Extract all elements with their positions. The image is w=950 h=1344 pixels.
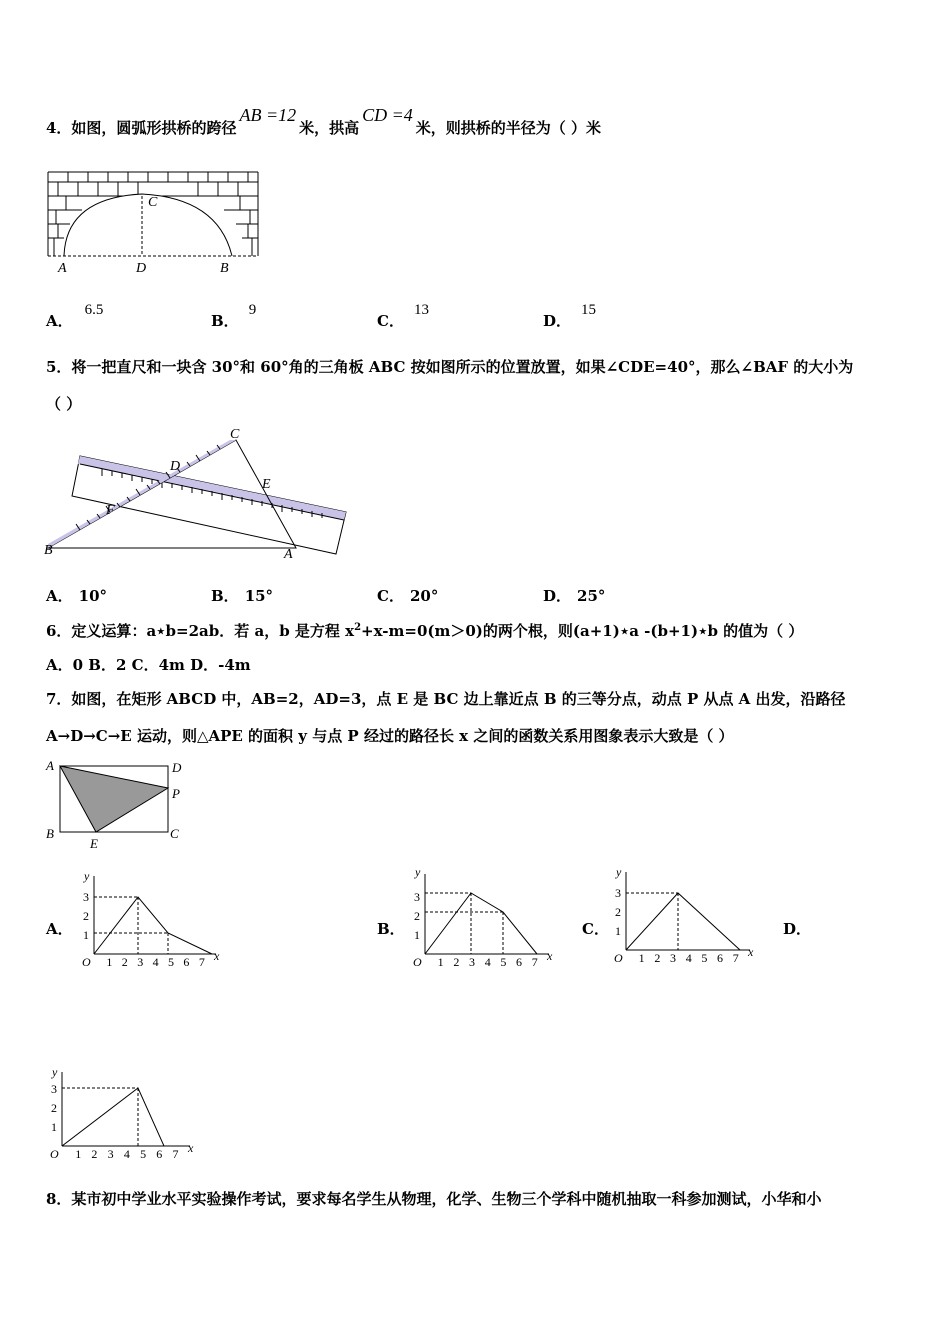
graph-y-tick-label: 3 [615,886,621,900]
graph-x-tick-label: 2 [91,1147,98,1161]
graph-x-tick-label: 7 [732,951,739,965]
q5-option-a[interactable]: A． 10° [46,587,108,605]
graph-x-axis-label: x [188,1141,194,1155]
q7-option-b-label[interactable]: B． [377,920,405,938]
graph-x-tick-label: 6 [717,951,724,965]
graph-x-tick-label: 2 [654,951,661,965]
graph-x-tick-label: 3 [137,955,144,968]
graph-x-tick-label: 7 [172,1147,179,1161]
graph-origin-label: O [82,955,91,968]
graph-x-tick-label: 3 [107,1147,114,1161]
q4-cd-formula: CD =4 [362,105,413,125]
q4-option-a[interactable]: A．6.5 [46,302,104,330]
q5-label-d: D [170,459,181,474]
graph-x-axis-label: x [214,949,220,963]
graph-x-tick-label: 6 [516,955,523,969]
q7-option-c-label[interactable]: C． [582,920,609,938]
q5-option-c[interactable]: C． 20° [377,587,439,605]
graph-x-tick-label: 6 [156,1147,163,1161]
q7-label-b: B [46,826,54,841]
graph-y-tick-label: 3 [414,890,420,904]
q5-ruler-triangle-figure [40,426,350,566]
q7-label-a: A [46,758,54,773]
graph-x-tick-label: 2 [453,955,460,969]
graph-x-tick-label: 1 [437,955,444,969]
graph-x-tick-label: 5 [168,955,175,968]
graph-origin-label: O [50,1147,59,1161]
graph-y-tick-label: 1 [83,928,89,942]
graph-x-tick-label: 3 [670,951,677,965]
q7-graph-d[interactable] [46,1066,196,1166]
graph-y-tick-label: 1 [615,924,621,938]
graph-origin-label: O [413,955,422,969]
graph-y-tick-label: 2 [414,909,420,923]
graph-x-tick-label: 4 [123,1147,130,1161]
graph-x-tick-label: 5 [500,955,507,969]
graph-x-tick-label: 4 [484,955,491,969]
q7-graph-c[interactable] [606,866,756,966]
q5-stem-line2: （ ） [46,395,82,413]
graph-y-tick-label: 1 [414,928,420,942]
graph-y-tick-label: 1 [51,1120,57,1134]
q6-stem: 6．定义运算：a⋆b=2ab．若 a，b 是方程 $x^2+x-m=0(m>0)$的两个根，则(a+1)⋆a -(b+1)⋆b 的值为（ ） [46,622,804,640]
q7-graph-b[interactable] [407,866,555,970]
q7-label-d: D [172,760,182,775]
graph-x-tick-label: 1 [106,955,113,968]
graph-x-axis-label: x [547,949,553,963]
graph-x-tick-label: 4 [685,951,692,965]
graph-y-tick-label: 3 [51,1082,57,1096]
q7-option-a-label[interactable]: A． [46,920,73,938]
graph-x-tick-label: 6 [183,955,190,968]
graph-y-axis-label: y [84,870,90,883]
graph-y-axis-label: y [415,866,421,879]
q5-label-f: F [106,503,115,518]
q4-label-c: C [148,195,158,210]
q7-stem-line2: A→D→C→E 运动，则△APE 的面积 y 与点 P 经过的路径长 x 之间的函数关系用图象表示大致是（ ） [46,727,734,745]
graph-origin-label: O [614,951,623,965]
q7-label-c: C [170,826,179,841]
q5-label-e: E [262,477,271,492]
q7-graph-a[interactable] [76,870,222,968]
graph-x-tick-label: 1 [638,951,645,965]
graph-y-tick-label: 2 [51,1101,57,1115]
graph-x-tick-label: 3 [469,955,476,969]
graph-x-tick-label: 5 [701,951,708,965]
q7-label-e: E [90,836,98,851]
q7-label-p: P [172,786,180,801]
q5-label-b: B [44,543,53,558]
q4-option-c[interactable]: C．13 [377,302,429,330]
q8-stem-line1: 8．某市初中学业水平实验操作考试，要求每名学生从物理，化学、生物三个学科中随机抽取一科参加测试，小华和小 [46,1190,822,1208]
q5-option-b[interactable]: B． 15° [211,587,274,605]
graph-x-tick-label: 2 [121,955,128,968]
q4-ab-formula: AB =12 [239,105,297,125]
graph-x-tick-label: 7 [198,955,205,968]
graph-x-axis-label: x [748,945,754,959]
q4-stem: 4．如图，圆弧形拱桥的跨径AB =12米，拱高CD =4米，则拱桥的半径为（ ）米 [46,105,601,137]
q4-label-b: B [220,261,229,276]
graph-y-tick-label: 3 [83,890,89,904]
graph-x-tick-label: 5 [140,1147,147,1161]
q5-option-d[interactable]: D． 25° [543,587,606,605]
graph-y-tick-label: 2 [615,905,621,919]
q7-stem-line1: 7．如图，在矩形 ABCD 中，AB=2，AD=3，点 E 是 BC 边上靠近点 B 的三等分点，动点 P 从点 A 出发，沿路径 [46,690,846,708]
q6-options[interactable]: A．0 B．2 C．4m D．-4m [46,656,251,674]
graph-y-tick-label: 2 [83,909,89,923]
q5-stem-line1: 5．将一把直尺和一块含 30°和 60°角的三角板 ABC 按如图所示的位置放置，如果∠CDE=40°，那么∠BAF 的大小为 [46,358,854,376]
q4-option-d[interactable]: D．15 [543,302,597,330]
graph-y-axis-label: y [52,1066,58,1079]
graph-x-tick-label: 1 [75,1147,82,1161]
q5-label-a: A [284,547,293,562]
q5-label-c: C [230,427,240,442]
q4-option-b[interactable]: B．9 [211,302,257,330]
graph-y-axis-label: y [616,866,622,879]
q4-label-a: A [58,261,67,276]
q4-label-d: D [136,261,147,276]
graph-x-tick-label: 4 [152,955,159,968]
q7-option-d-label[interactable]: D． [783,920,812,938]
q4-bridge-figure [44,168,264,280]
q7-rectangle-figure [44,758,194,854]
graph-x-tick-label: 7 [531,955,538,969]
